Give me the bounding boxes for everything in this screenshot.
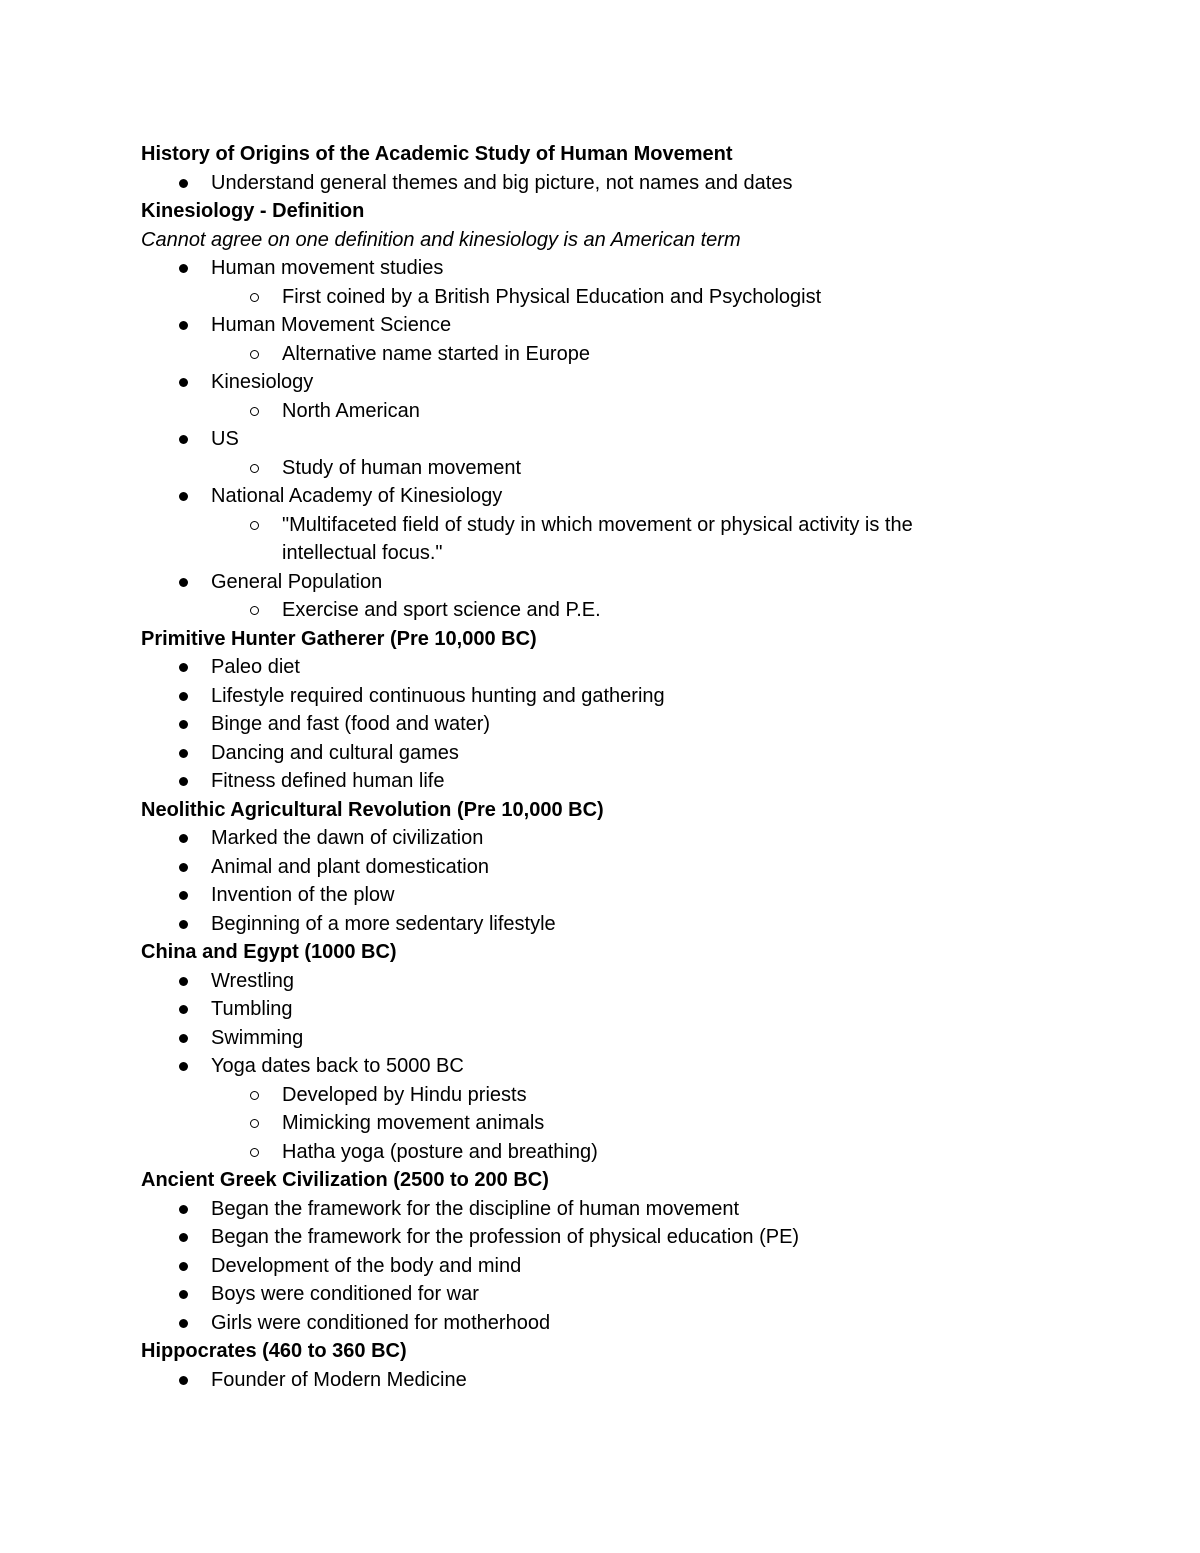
sub-list-item-text: Mimicking movement animals bbox=[282, 1112, 545, 1134]
list-item-text: Human Movement Science bbox=[211, 314, 452, 336]
sub-list-item-text: Alternative name started in Europe bbox=[282, 342, 590, 365]
list-item-text: Human movement studies bbox=[211, 257, 444, 279]
list-item-text: Invention of the plow bbox=[211, 884, 395, 906]
list-item bbox=[141, 1052, 1141, 1081]
section-heading: Primitive Hunter Gatherer (Pre 10,000 BC) bbox=[141, 627, 537, 650]
list-item bbox=[141, 739, 1141, 768]
list-item bbox=[141, 824, 1141, 853]
list-item bbox=[141, 967, 1141, 996]
list-item bbox=[141, 995, 1141, 1024]
list-item-text: Began the framework for the discipline of human movement bbox=[211, 1197, 740, 1220]
sub-list-item bbox=[141, 1109, 1141, 1138]
list-item-text: Founder of Modern Medicine bbox=[211, 1368, 467, 1391]
list-item bbox=[141, 1366, 1141, 1395]
list-item-text: Swimming bbox=[211, 1026, 304, 1049]
section-heading: Hippocrates (460 to 360 BC) bbox=[141, 1340, 407, 1362]
sub-list-item bbox=[141, 539, 1141, 568]
section-heading: Kinesiology - Definition bbox=[141, 200, 365, 222]
list-item bbox=[141, 482, 1141, 511]
sub-list-item bbox=[141, 511, 1141, 540]
list-item bbox=[141, 1280, 1141, 1309]
list-item bbox=[141, 254, 1141, 283]
list-item bbox=[141, 710, 1141, 739]
list-item bbox=[141, 311, 1141, 340]
sub-list-item bbox=[141, 283, 1141, 312]
section-ancient-greek-civilization-2500-to-200-b bbox=[141, 1166, 1141, 1337]
list-item-text: Boys were conditioned for war bbox=[211, 1283, 479, 1305]
list-item-text: General Population bbox=[211, 570, 383, 593]
sub-list-item bbox=[141, 1081, 1141, 1110]
list-item bbox=[141, 910, 1141, 939]
section-heading: Ancient Greek Civilization (2500 to 200 BC) bbox=[141, 1169, 549, 1191]
list-item-text: Lifestyle required continuous hunting and gathering bbox=[211, 684, 665, 707]
list-item bbox=[141, 1252, 1141, 1281]
sub-list-item-text: First coined by a British Physical Education and Psychologist bbox=[282, 285, 822, 308]
list-item-text: Paleo diet bbox=[211, 656, 300, 678]
section-hippocrates-460-to-360-bc bbox=[141, 1337, 1141, 1394]
section-heading: Neolithic Agricultural Revolution (Pre 10,000 BC) bbox=[141, 798, 604, 821]
list-item bbox=[141, 169, 1141, 198]
list-item-text: Tumbling bbox=[211, 998, 293, 1020]
sub-list-item-text: Developed by Hindu priests bbox=[282, 1083, 527, 1106]
section-subtitle: Cannot agree on one definition and kinesiology is an American term bbox=[141, 228, 741, 251]
list-item-text: Wrestling bbox=[211, 969, 294, 992]
list-item bbox=[141, 1309, 1141, 1338]
list-item-text: Yoga dates back to 5000 BC bbox=[211, 1055, 464, 1077]
list-item-text: Development of the body and mind bbox=[211, 1254, 522, 1277]
section-heading: China and Egypt (1000 BC) bbox=[141, 941, 397, 963]
sub-list-item-text: "Multifaceted field of study in which movement or physical activity is the bbox=[282, 513, 913, 536]
section-neolithic-agricultural-revolution-pre-10 bbox=[141, 796, 1141, 939]
sub-list-item bbox=[141, 454, 1141, 483]
list-item bbox=[141, 682, 1141, 711]
list-item bbox=[141, 1024, 1141, 1053]
list-item bbox=[141, 767, 1141, 796]
section-china-and-egypt-1000-bc bbox=[141, 938, 1141, 1166]
list-item-text: Animal and plant domestication bbox=[211, 855, 489, 878]
list-item-text: Girls were conditioned for motherhood bbox=[211, 1311, 551, 1334]
list-item bbox=[141, 368, 1141, 397]
list-item bbox=[141, 425, 1141, 454]
sub-list-item bbox=[141, 596, 1141, 625]
document-body bbox=[141, 140, 1141, 1394]
list-item-text: Began the framework for the profession of physical education (PE) bbox=[211, 1226, 800, 1248]
list-item bbox=[141, 853, 1141, 882]
list-item-text: Dancing and cultural games bbox=[211, 741, 459, 764]
list-item bbox=[141, 1195, 1141, 1224]
sub-list-item-text: intellectual focus." bbox=[282, 542, 443, 564]
sub-list-item bbox=[141, 397, 1141, 426]
sub-list-item-text: North American bbox=[282, 399, 420, 422]
list-item bbox=[141, 1223, 1141, 1252]
list-item bbox=[141, 653, 1141, 682]
list-item-text: Understand general themes and big picture, not names and dates bbox=[211, 171, 793, 194]
sub-list-item-text: Study of human movement bbox=[282, 456, 522, 479]
list-item-text: US bbox=[211, 428, 239, 450]
sub-list-item bbox=[141, 340, 1141, 369]
list-item-text: Marked the dawn of civilization bbox=[211, 827, 484, 849]
list-item-text: Binge and fast (food and water) bbox=[211, 713, 491, 735]
sub-list-item bbox=[141, 1138, 1141, 1167]
sub-list-item-text: Exercise and sport science and P.E. bbox=[282, 599, 601, 621]
section-heading: History of Origins of the Academic Study of Human Movement bbox=[141, 143, 733, 165]
list-item-text: Fitness defined human life bbox=[211, 770, 445, 792]
list-item bbox=[141, 568, 1141, 597]
section-history-of-origins-of-the-academic-study bbox=[141, 140, 1141, 197]
section-kinesiology-definition bbox=[141, 197, 1141, 625]
list-item-text: National Academy of Kinesiology bbox=[211, 485, 503, 507]
list-item bbox=[141, 881, 1141, 910]
list-item-text: Kinesiology bbox=[211, 371, 314, 393]
list-item-text: Beginning of a more sedentary lifestyle bbox=[211, 912, 556, 935]
section-primitive-hunter-gatherer-pre-10-000-bc bbox=[141, 625, 1141, 796]
sub-list-item-text: Hatha yoga (posture and breathing) bbox=[282, 1140, 598, 1163]
